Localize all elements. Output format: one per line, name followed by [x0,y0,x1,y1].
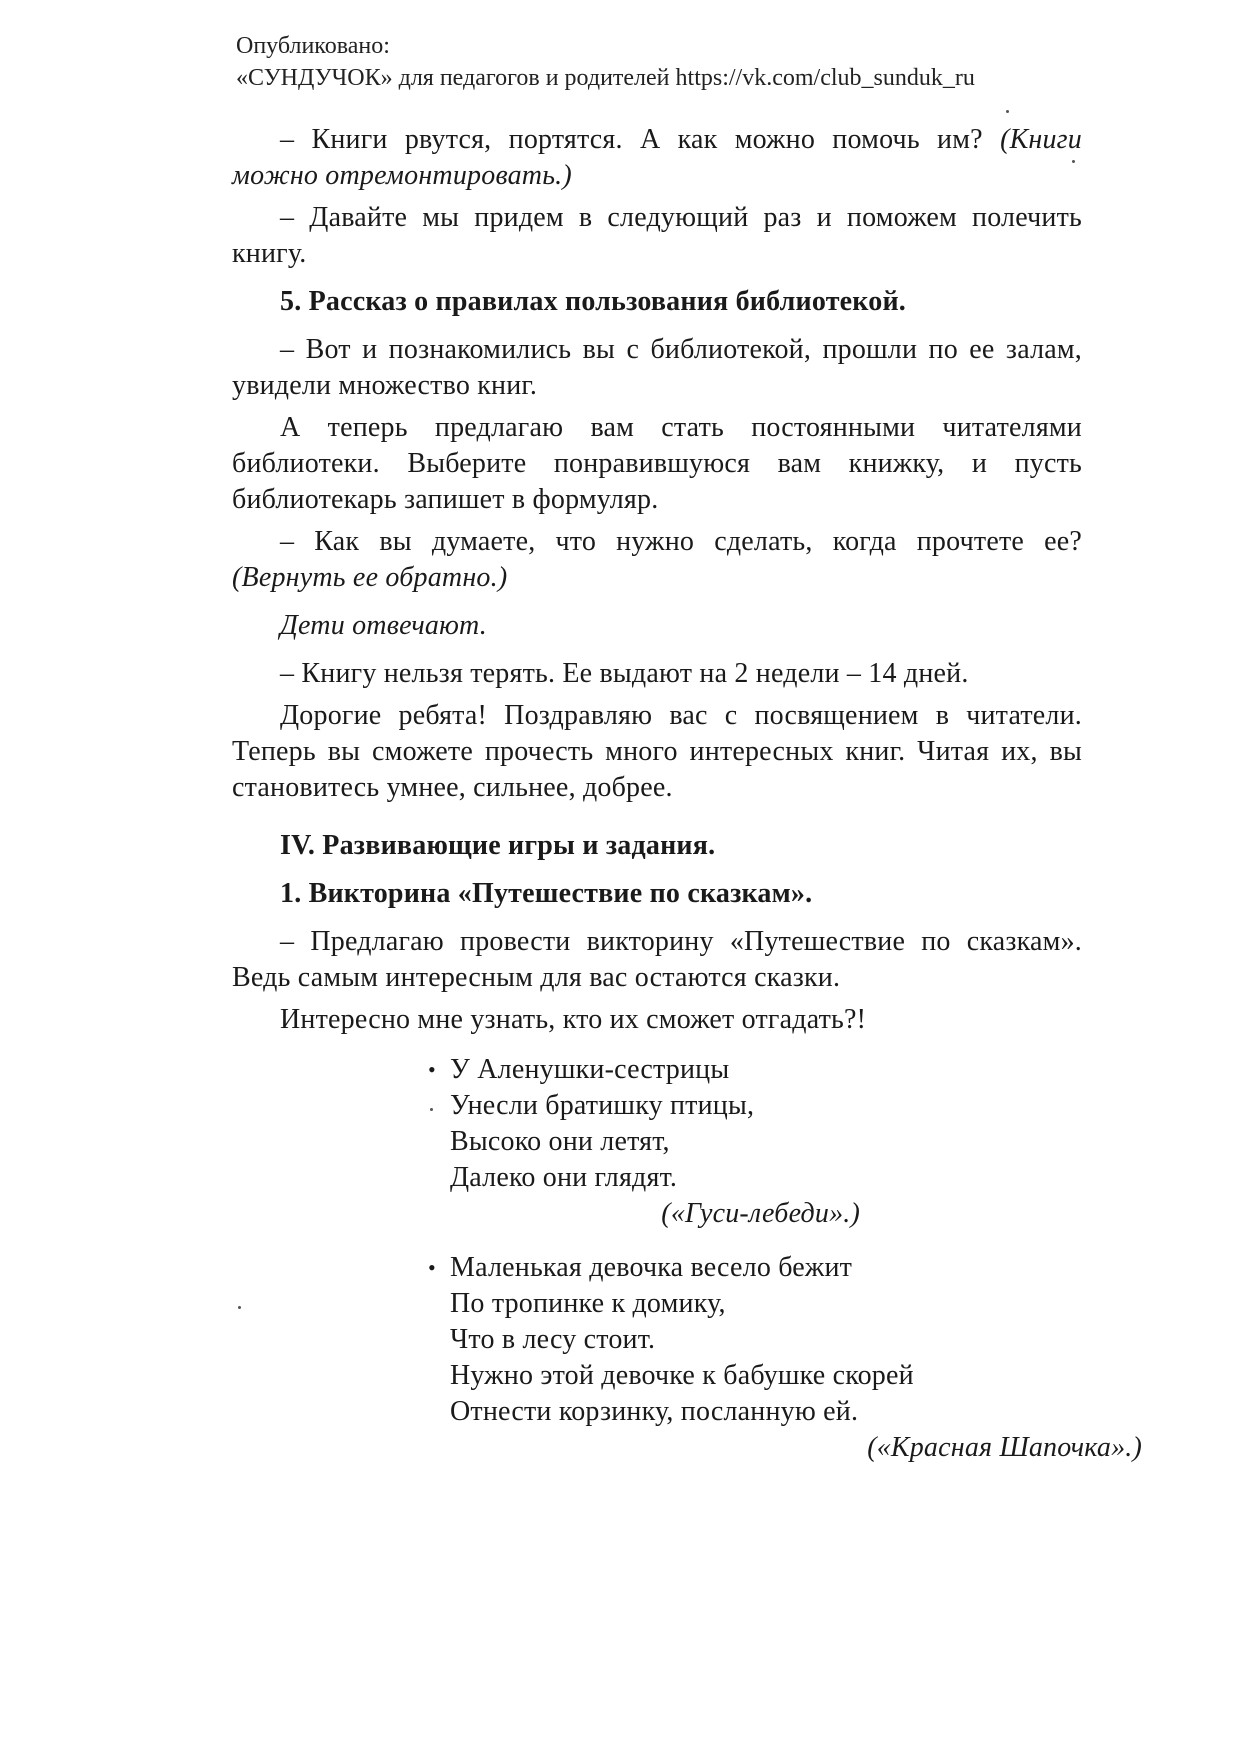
dialogue-text: – Книги рвутся, портятся. А как можно помочь им? [280,124,1001,155]
verse-line: Что в лесу стоит. [450,1324,656,1355]
scan-speck [1072,160,1075,163]
italic-answer: (Книги можно отремонтировать.) [232,124,1082,191]
bullet-icon: • [428,1057,436,1082]
verse-line: Нужно этой девочке к бабушке скорей [450,1360,914,1391]
verse-line: Высоко они летят, [450,1126,670,1157]
riddle [428,1250,1142,1466]
verse-line: Унесли братишку птицы, [450,1090,755,1121]
paragraph: Интересно мне узнать, кто их сможет отгадать?! [280,1004,867,1035]
subsection-heading: 1. Викторина «Путешествие по сказкам». [280,878,813,909]
paragraph: – Книгу нельзя терять. Ее выдают на 2 недели – 14 дней. [280,658,969,689]
paragraph: – Давайте мы придем в следующий раз и поможем полечить книгу. [232,202,1082,269]
verse-line: Маленькая девочка весело бежит [450,1252,853,1283]
paragraph: – Вот и познакомились вы с библиотекой, прошли по ее залам, увидели множество книг. [232,334,1082,401]
paragraph: А теперь предлагаю вам стать постоянными читателями библиотеки. Выберите понравившуюся вам книжку, и пусть библиотекарь запишет в формуляр. [232,412,1082,515]
paragraph [232,122,1082,194]
scan-speck [430,1108,433,1111]
verse-line: Отнести корзинку, посланную ей. [450,1396,859,1427]
paragraph [232,524,1082,596]
document-body [232,122,1142,1466]
riddle-answer: («Гуси-лебеди».) [661,1198,860,1229]
riddle-answer: («Красная Шапочка».) [867,1432,1142,1463]
stage-direction: Дети отвечают. [280,610,487,641]
scan-speck [238,1306,241,1309]
paragraph: – Предлагаю провести викторину «Путешествие по сказкам». Ведь самым интересным для вас остаются сказки. [232,926,1082,993]
dialogue-text: – Как вы думаете, что нужно сделать, когда прочтете ее? [280,526,1082,557]
paragraph: Дорогие ребята! Поздравляю вас с посвящением в читатели. Теперь вы сможете прочесть много интересных книг. Читая их, вы становитесь умнее, сильнее, добрее. [232,700,1082,803]
section-heading: IV. Развивающие игры и задания. [280,830,716,861]
published-label: Опубликовано: [236,33,390,59]
verse-line: У Аленушки-сестрицы [450,1054,730,1085]
publication-header [236,30,975,94]
riddle [428,1052,952,1232]
scan-speck [1006,110,1009,113]
verse-line: Далеко они глядят. [450,1162,678,1193]
verse-line: По тропинке к домику, [450,1288,726,1319]
italic-answer: (Вернуть ее обратно.) [232,562,508,593]
section-heading: 5. Рассказ о правилах пользования библиотекой. [280,286,906,317]
publisher-line: «СУНДУЧОК» для педагогов и родителей https://vk.com/club_sunduk_ru [236,65,975,91]
bullet-icon: • [428,1255,436,1280]
riddle-list [428,1052,1142,1466]
